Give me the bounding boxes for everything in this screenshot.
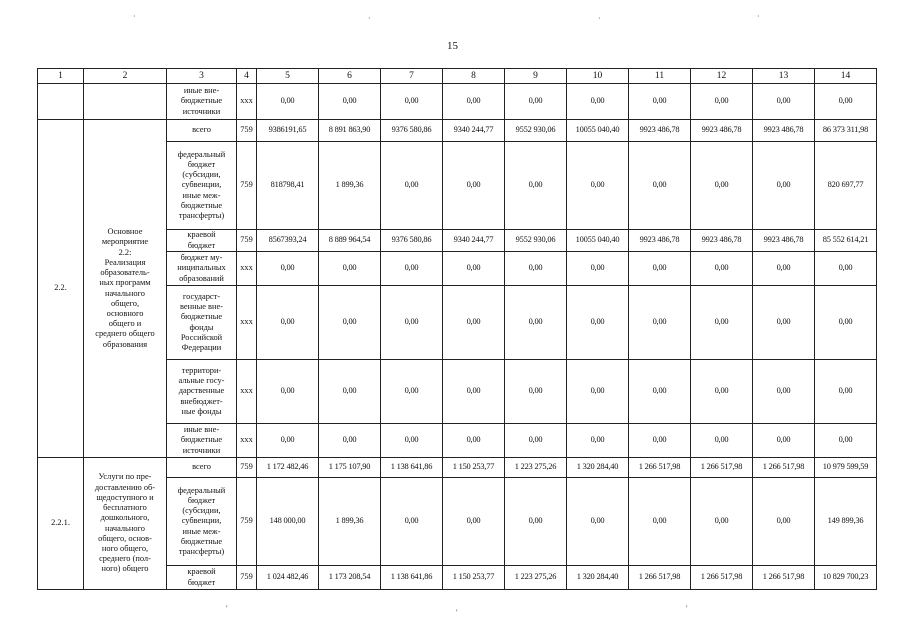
- amount-cell: 10 829 700,23: [815, 566, 877, 590]
- amount-cell: 0,00: [815, 252, 877, 286]
- amount-cell: 0,00: [567, 424, 629, 458]
- code-cell: 759: [237, 230, 257, 252]
- table-row: [38, 458, 877, 478]
- column-number-cell: 1: [38, 69, 84, 84]
- code-cell: 759: [237, 458, 257, 478]
- amount-cell: 0,00: [443, 478, 505, 566]
- name-cell: [84, 84, 167, 120]
- code-cell: xxx: [237, 360, 257, 424]
- amount-cell: 0,00: [629, 360, 691, 424]
- scan-speck: ·: [368, 14, 371, 23]
- column-number-cell: 9: [505, 69, 567, 84]
- amount-cell: 1 150 253,77: [443, 566, 505, 590]
- amount-cell: 1 320 284,40: [567, 458, 629, 478]
- amount-cell: 0,00: [753, 424, 815, 458]
- funding-source-cell: краевой бюджет: [167, 566, 237, 590]
- amount-cell: 1 899,36: [319, 478, 381, 566]
- column-number-cell: 3: [167, 69, 237, 84]
- amount-cell: 0,00: [319, 84, 381, 120]
- budget-table: [37, 68, 877, 590]
- code-cell: xxx: [237, 84, 257, 120]
- amount-cell: 0,00: [443, 252, 505, 286]
- code-cell: 759: [237, 566, 257, 590]
- column-number-cell: 14: [815, 69, 877, 84]
- item-index: 2.2.1.: [38, 458, 84, 590]
- funding-source-cell: бюджет му- ниципальных образований: [167, 252, 237, 286]
- amount-cell: 0,00: [505, 252, 567, 286]
- amount-cell: 1 266 517,98: [691, 458, 753, 478]
- amount-cell: 1 138 641,86: [381, 458, 443, 478]
- table-row: [38, 120, 877, 142]
- amount-cell: 0,00: [691, 286, 753, 360]
- amount-cell: 9923 486,78: [753, 120, 815, 142]
- item-index: 2.2.: [38, 120, 84, 458]
- amount-cell: 0,00: [319, 424, 381, 458]
- funding-source-cell: всего: [167, 458, 237, 478]
- table-row: [38, 84, 877, 120]
- amount-cell: 148 000,00: [257, 478, 319, 566]
- funding-source-cell: федеральный бюджет (субсидии, субвенции, иные меж- бюджетные трансферты): [167, 142, 237, 230]
- amount-cell: 10055 040,40: [567, 120, 629, 142]
- amount-cell: 9923 486,78: [629, 230, 691, 252]
- header-row: [38, 69, 877, 84]
- code-cell: 759: [237, 478, 257, 566]
- amount-cell: 0,00: [629, 478, 691, 566]
- amount-cell: 9376 580,86: [381, 120, 443, 142]
- scan-speck: ·: [757, 12, 760, 21]
- amount-cell: 1 138 641,86: [381, 566, 443, 590]
- amount-cell: 0,00: [257, 252, 319, 286]
- funding-source-cell: краевой бюджет: [167, 230, 237, 252]
- code-cell: 759: [237, 120, 257, 142]
- amount-cell: 1 266 517,98: [753, 458, 815, 478]
- amount-cell: 1 223 275,26: [505, 458, 567, 478]
- amount-cell: 0,00: [815, 84, 877, 120]
- funding-source-cell: государст- венные вне- бюджетные фонды Российской Федерации: [167, 286, 237, 360]
- code-cell: xxx: [237, 286, 257, 360]
- amount-cell: 9386191,65: [257, 120, 319, 142]
- funding-source-cell: федеральный бюджет (субсидии, субвенции, иные меж- бюджетные трансферты): [167, 478, 237, 566]
- amount-cell: 1 266 517,98: [753, 566, 815, 590]
- amount-cell: 0,00: [567, 84, 629, 120]
- funding-source-cell: иные вне- бюджетные источники: [167, 424, 237, 458]
- page-number: 15: [447, 40, 458, 52]
- amount-cell: 9340 244,77: [443, 230, 505, 252]
- amount-cell: 8 889 964,54: [319, 230, 381, 252]
- amount-cell: 0,00: [567, 286, 629, 360]
- amount-cell: 0,00: [629, 286, 691, 360]
- amount-cell: 0,00: [381, 252, 443, 286]
- funding-source-cell: всего: [167, 120, 237, 142]
- amount-cell: 0,00: [505, 478, 567, 566]
- amount-cell: 0,00: [753, 84, 815, 120]
- amount-cell: 9923 486,78: [753, 230, 815, 252]
- funding-source-cell: территори- альные госу- дарственные внебюджет- ные фонды: [167, 360, 237, 424]
- column-number-cell: 13: [753, 69, 815, 84]
- amount-cell: 0,00: [691, 360, 753, 424]
- amount-cell: 1 150 253,77: [443, 458, 505, 478]
- amount-cell: 0,00: [257, 84, 319, 120]
- amount-cell: 0,00: [505, 286, 567, 360]
- column-number-cell: 5: [257, 69, 319, 84]
- amount-cell: 10 979 599,59: [815, 458, 877, 478]
- amount-cell: 9923 486,78: [629, 120, 691, 142]
- amount-cell: 0,00: [505, 360, 567, 424]
- amount-cell: 0,00: [443, 424, 505, 458]
- amount-cell: 0,00: [443, 84, 505, 120]
- amount-cell: 9552 930,06: [505, 230, 567, 252]
- amount-cell: 85 552 614,21: [815, 230, 877, 252]
- amount-cell: 0,00: [381, 360, 443, 424]
- amount-cell: 0,00: [567, 360, 629, 424]
- column-number-cell: 6: [319, 69, 381, 84]
- amount-cell: 0,00: [381, 424, 443, 458]
- amount-cell: 0,00: [505, 424, 567, 458]
- amount-cell: 0,00: [629, 84, 691, 120]
- amount-cell: 0,00: [257, 286, 319, 360]
- amount-cell: 0,00: [381, 142, 443, 230]
- amount-cell: 0,00: [691, 424, 753, 458]
- amount-cell: 0,00: [319, 360, 381, 424]
- amount-cell: 0,00: [381, 478, 443, 566]
- amount-cell: 0,00: [629, 424, 691, 458]
- amount-cell: 0,00: [443, 286, 505, 360]
- item-name: Услуги по пре- доставлению об- щедоступного и бесплатного дошкольного, начального общего, основ- ного общего, среднего (пол- ного) общего: [84, 458, 167, 590]
- amount-cell: 0,00: [319, 252, 381, 286]
- amount-cell: 9552 930,06: [505, 120, 567, 142]
- amount-cell: 0,00: [257, 424, 319, 458]
- column-number-cell: 7: [381, 69, 443, 84]
- amount-cell: 0,00: [753, 142, 815, 230]
- scan-speck: ': [226, 604, 228, 613]
- scan-speck: ': [456, 608, 458, 617]
- amount-cell: 9340 244,77: [443, 120, 505, 142]
- column-number-cell: 11: [629, 69, 691, 84]
- funding-source-cell: иные вне- бюджетные источники: [167, 84, 237, 120]
- amount-cell: 1 175 107,90: [319, 458, 381, 478]
- amount-cell: 0,00: [381, 286, 443, 360]
- column-number-cell: 4: [237, 69, 257, 84]
- amount-cell: 0,00: [629, 252, 691, 286]
- amount-cell: 818798,41: [257, 142, 319, 230]
- amount-cell: 0,00: [691, 478, 753, 566]
- amount-cell: 0,00: [815, 360, 877, 424]
- amount-cell: 1 173 208,54: [319, 566, 381, 590]
- code-cell: 759: [237, 142, 257, 230]
- amount-cell: 1 024 482,46: [257, 566, 319, 590]
- amount-cell: 0,00: [443, 360, 505, 424]
- amount-cell: 1 266 517,98: [629, 566, 691, 590]
- amount-cell: 0,00: [753, 252, 815, 286]
- amount-cell: 8567393,24: [257, 230, 319, 252]
- amount-cell: 0,00: [381, 84, 443, 120]
- amount-cell: 1 223 275,26: [505, 566, 567, 590]
- item-name: Основное мероприятие 2.2: Реализация образователь- ных программ начального общего, основного общего и среднего общего образования: [84, 120, 167, 458]
- amount-cell: 0,00: [815, 286, 877, 360]
- amount-cell: 8 891 863,90: [319, 120, 381, 142]
- amount-cell: 149 899,36: [815, 478, 877, 566]
- amount-cell: 0,00: [567, 142, 629, 230]
- scan-speck: ': [686, 604, 688, 613]
- code-cell: xxx: [237, 424, 257, 458]
- index-cell: [38, 84, 84, 120]
- code-cell: xxx: [237, 252, 257, 286]
- amount-cell: 0,00: [753, 286, 815, 360]
- amount-cell: 1 266 517,98: [691, 566, 753, 590]
- amount-cell: 0,00: [691, 142, 753, 230]
- amount-cell: 9923 486,78: [691, 120, 753, 142]
- amount-cell: 0,00: [815, 424, 877, 458]
- amount-cell: 0,00: [505, 142, 567, 230]
- amount-cell: 86 373 311,98: [815, 120, 877, 142]
- amount-cell: 1 266 517,98: [629, 458, 691, 478]
- amount-cell: 0,00: [505, 84, 567, 120]
- amount-cell: 0,00: [443, 142, 505, 230]
- amount-cell: 1 320 284,40: [567, 566, 629, 590]
- amount-cell: 9923 486,78: [691, 230, 753, 252]
- amount-cell: 1 172 482,46: [257, 458, 319, 478]
- amount-cell: 0,00: [257, 360, 319, 424]
- amount-cell: 0,00: [319, 286, 381, 360]
- column-number-cell: 8: [443, 69, 505, 84]
- amount-cell: 0,00: [567, 478, 629, 566]
- amount-cell: 0,00: [691, 252, 753, 286]
- amount-cell: 10055 040,40: [567, 230, 629, 252]
- amount-cell: 0,00: [691, 84, 753, 120]
- amount-cell: 0,00: [567, 252, 629, 286]
- column-number-cell: 12: [691, 69, 753, 84]
- amount-cell: 1 899,36: [319, 142, 381, 230]
- scan-speck: ·: [133, 12, 136, 21]
- amount-cell: 0,00: [753, 360, 815, 424]
- column-number-cell: 2: [84, 69, 167, 84]
- scan-speck: ·: [598, 14, 601, 23]
- amount-cell: 0,00: [753, 478, 815, 566]
- amount-cell: 820 697,77: [815, 142, 877, 230]
- amount-cell: 0,00: [629, 142, 691, 230]
- amount-cell: 9376 580,86: [381, 230, 443, 252]
- column-number-cell: 10: [567, 69, 629, 84]
